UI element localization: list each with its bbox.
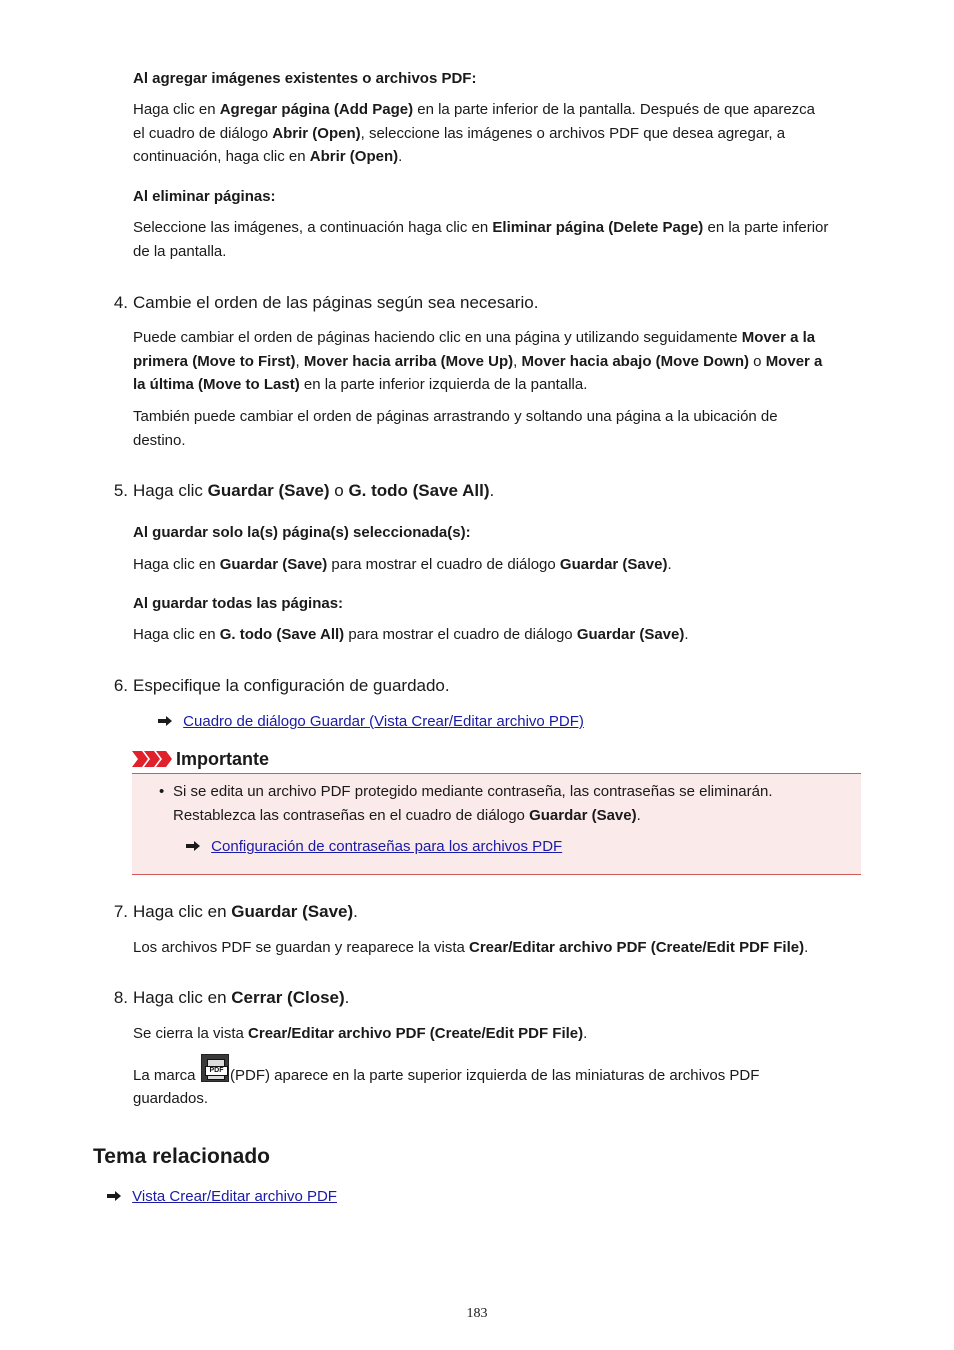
step-7 xyxy=(113,901,358,923)
important-bullet: • xyxy=(159,783,165,800)
step-5 xyxy=(113,480,495,502)
text: Haga clic en xyxy=(133,556,220,573)
bold-text: Eliminar página (Delete Page) xyxy=(492,219,704,236)
paragraph-pdf-mark-end: guardados. xyxy=(133,1090,209,1107)
bold-text: Guardar (Save) xyxy=(219,556,328,573)
text: destino. xyxy=(133,431,186,449)
text: Haga clic en xyxy=(133,902,232,921)
text: Puede cambiar el orden de páginas haciendo clic en una página y utilizando seguidamente xyxy=(133,329,742,346)
bold-text: Mover a la xyxy=(741,329,816,346)
arrow-right-icon xyxy=(185,840,201,852)
text: , seleccione las imágenes o archivos PDF que desea agregar, a xyxy=(360,124,786,142)
important-chevrons-icon xyxy=(132,751,172,767)
bold-text: Mover a xyxy=(765,352,823,370)
bold-text: Mover hacia arriba (Move Up) xyxy=(303,352,514,370)
text: para mostrar el cuadro de diálogo xyxy=(327,556,560,573)
arrow-right-icon xyxy=(157,715,173,727)
paragraph-save-all xyxy=(133,623,689,647)
bold-text: Mover hacia abajo (Move Down) xyxy=(521,352,749,370)
bold-text: la última (Move to Last) xyxy=(133,376,300,393)
step-8 xyxy=(113,987,350,1009)
step-number: 4. xyxy=(113,293,128,312)
bold-text: Guardar (Save) xyxy=(231,902,354,921)
step-4 xyxy=(113,292,539,314)
step-title: Especifique la configuración de guardado. xyxy=(133,676,450,695)
text: en la parte inferior de la pantalla. Después de que aparezca xyxy=(413,101,816,118)
paragraph-saved xyxy=(133,936,808,960)
paragraph-add-images xyxy=(133,98,815,169)
bold-text: G. todo (Save All) xyxy=(219,626,345,643)
text: . xyxy=(684,626,689,643)
paragraph-pdf-mark xyxy=(133,1064,196,1088)
text: Se cierra la vista xyxy=(133,1025,249,1042)
text: . xyxy=(636,806,641,824)
bold-text: Guardar (Save) xyxy=(576,626,685,643)
text: . xyxy=(353,902,358,921)
text: También puede cambiar el orden de páginas arrastrando y soltando una página a la ubicación de xyxy=(133,408,778,425)
text: Seleccione las imágenes, a continuación haga clic en xyxy=(133,219,493,236)
bold-text: Cerrar (Close) xyxy=(231,988,345,1007)
step-number: 5. xyxy=(113,481,128,500)
bold-text: Abrir (Open) xyxy=(272,124,361,142)
step-number: 8. xyxy=(113,988,128,1007)
text: Haga clic en xyxy=(133,988,232,1007)
text: , xyxy=(513,352,522,370)
paragraph-delete-pages xyxy=(133,216,828,263)
text: Los archivos PDF se guardan y reaparece la vista xyxy=(133,939,469,956)
text: . xyxy=(398,148,403,165)
subheading-save-all: Al guardar todas las páginas: xyxy=(133,595,344,612)
related-heading: Tema relacionado xyxy=(93,1145,271,1168)
important-text xyxy=(173,780,773,827)
arrow-right-icon xyxy=(106,1190,122,1202)
bold-text: G. todo (Save All) xyxy=(348,481,490,500)
text: (PDF) aparece en la parte superior izquierda de las miniaturas de archivos PDF xyxy=(230,1067,760,1084)
text: el cuadro de diálogo xyxy=(133,124,273,142)
text: . xyxy=(344,988,350,1007)
text: Haga clic en xyxy=(133,626,220,643)
text: . xyxy=(804,939,809,956)
text: . xyxy=(667,556,672,573)
paragraph-save-selected xyxy=(133,553,672,577)
step-number: 7. xyxy=(113,902,128,921)
subheading-delete-pages: Al eliminar páginas: xyxy=(133,188,276,205)
link-row-passwords xyxy=(185,835,562,859)
text: . xyxy=(489,481,495,500)
text: Haga clic xyxy=(133,481,208,500)
important-label: Importante xyxy=(176,749,270,769)
bold-text: Crear/Editar archivo PDF (Create/Edit PDF File) xyxy=(469,939,805,956)
bold-text: primera (Move to First) xyxy=(133,352,296,370)
text: La marca xyxy=(133,1067,196,1084)
text: o xyxy=(329,481,349,500)
text: Restablezca las contraseñas en el cuadro de diálogo xyxy=(173,806,530,824)
text: de la pantalla. xyxy=(133,242,227,260)
text: o xyxy=(749,352,766,370)
text: en la parte inferior xyxy=(703,219,829,236)
step-title: Cambie el orden de las páginas según sea necesario. xyxy=(133,293,539,312)
text: Haga clic en xyxy=(133,101,220,118)
text: Si se edita un archivo PDF protegido mediante contraseña, las contraseñas se eliminarán. xyxy=(173,783,773,800)
step-number: 6. xyxy=(113,676,128,695)
pdf-mark-label: PDF xyxy=(205,1066,228,1076)
text: continuación, haga clic en xyxy=(133,148,310,165)
bold-text: Guardar (Save) xyxy=(207,481,330,500)
bold-text: Guardar (Save) xyxy=(529,806,637,824)
bold-text: Guardar (Save) xyxy=(559,556,668,573)
pdf-mark-icon xyxy=(201,1054,229,1082)
text: . xyxy=(583,1025,588,1042)
bold-text: Abrir (Open) xyxy=(309,148,399,165)
subheading-add-images: Al agregar imágenes existentes o archivos PDF: xyxy=(133,70,477,87)
passwords-link[interactable]: Configuración de contraseñas para los archivos PDF xyxy=(211,838,563,855)
paragraph-closed xyxy=(133,1022,587,1046)
step-6 xyxy=(113,675,450,697)
paragraph-pdf-mark-cont xyxy=(230,1064,759,1088)
link-row-save-dialog xyxy=(157,710,584,734)
paragraph-drag-drop xyxy=(133,405,778,452)
text: , xyxy=(295,352,304,370)
text: para mostrar el cuadro de diálogo xyxy=(344,626,577,643)
bold-text: Crear/Editar archivo PDF (Create/Edit PDF File) xyxy=(248,1025,584,1042)
save-dialog-link[interactable]: Cuadro de diálogo Guardar (Vista Crear/Editar archivo PDF) xyxy=(183,713,584,730)
text: en la parte inferior izquierda de la pantalla. xyxy=(299,376,588,393)
subheading-save-selected: Al guardar solo la(s) página(s) seleccionada(s): xyxy=(133,524,471,541)
link-row-related xyxy=(106,1185,337,1209)
related-view-link[interactable]: Vista Crear/Editar archivo PDF xyxy=(132,1188,337,1205)
paragraph-reorder xyxy=(133,326,822,397)
page-number: 183 xyxy=(466,1306,488,1321)
bold-text: Agregar página (Add Page) xyxy=(219,101,414,118)
